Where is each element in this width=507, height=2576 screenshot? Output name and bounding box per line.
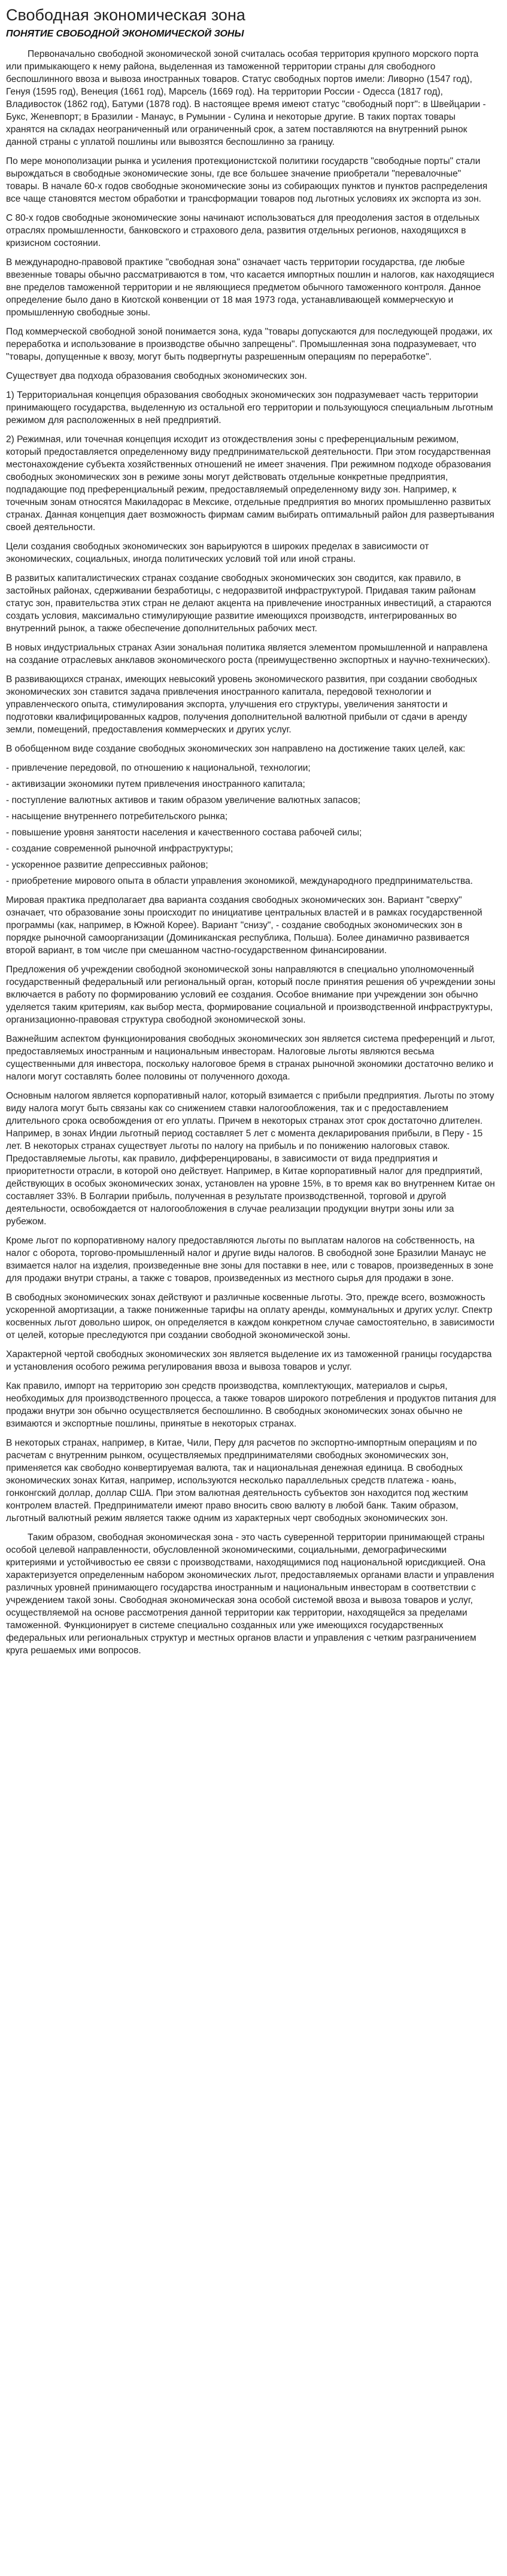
- paragraph: Первоначально свободной экономической зоной считалась особая территория крупного морского порта или примыкающего к нему района, выделенная из таможенной территории страны для свободного беспошлинного ввоза и вывоза иностранных товаров. Статус свободных портов имели: Ливорно (1547 год), Генуя (1595 год), Венеция (1661 год), Марсель (1669 год). На территории России - Одесса (1817 год), Владивосток (1862 год), Батуми (1878 год). В настоящее время имеют статус "свободный порт": в Швейцарии - Букс, Женевпорт; в Бразилии - Манаус, в Румынии - Сулина и некоторые другие. В таких портах товары хранятся на складах неограниченный или ограниченный срок, а затем поставляются на внутренний рынок данной страны с уплатой пошлины или вывозятся беспошлинно за границу.: [6, 49, 486, 147]
- paragraph: Таким образом, свободная экономическая зона - это часть суверенной территории принимающей страны особой целевой направленности, обусловленной экономическими, социальными, демографическими критериями и устойчивостью ее связи с производствами, находящимися под национальной юрисдикцией. Она характеризуется определенным набором экономических льгот, предоставляемых органами власти и управления различных уровней принимающего государства иностранным и национальным инвесторам в соответствии с учреждением такой зоны. Свободная экономическая зона особой системой ввоза и вывоза товаров и услуг, осуществляемой на основе рассмотрения данной территории как территории, находящейся за пределами таможенной. Функционирует в системе специально созданных или уже имеющихся государственных федеральных или региональных структур и местных органов власти и управления с четким разграничением круга решаемых ими вопросов.: [6, 1532, 494, 1656]
- list-item: - активизации экономики путем привлечения иностранного капитала;: [6, 779, 305, 789]
- paragraph: Цели создания свободных экономических зон варьируются в широких пределах в зависимости от экономических, социальных, иногда политических условий той или иной страны.: [6, 542, 429, 564]
- list-item: - создание современной рыночной инфраструктуры;: [6, 844, 233, 854]
- paragraph: Кроме льгот по корпоративному налогу предоставляются льготы по выплатам налогов на собственность, на налог с оборота, торгово-промышленный налог и другие виды налогов. В свободной зоне Бразилии Манаус не взимается налог на изделия, произведенные вне зоны для поставки в нее, или с товаров, произведенных в зоне для продажи внутри страны, а также с товаров, произведенных из местного сырья для продажи в зоне.: [6, 1236, 494, 1284]
- paragraph: В свободных экономических зонах действуют и различные косвенные льготы. Это, прежде всего, возможность ускоренной амортизации, а также пониженные тарифы на оплату аренды, коммунальных и других услуг. Спектр косвенных льгот довольно широк, он определяется в каждом конкретном случае самостоятельно, в зависимости от целей, которые преследуются при создании свободной экономической зоны.: [6, 1292, 495, 1340]
- paragraph: В международно-правовой практике "свободная зона" означает часть территории государства, где любые ввезенные товары обычно рассматриваются в том, что касается импортных пошлин и налогов, как находящиеся вне пределов таможенной территории и не являющиеся предметом обычного таможенного контроля. Данное определение было дано в Киотской конвенции от 18 мая 1973 года, устанавливающей коммерческую и промышленную свободные зоны.: [6, 257, 494, 318]
- paragraph: Мировая практика предполагает два варианта создания свободных экономических зон. Вариант "сверху" означает, что образование зоны происходит по инициативе центральных властей и в рамках государственной программы (как, например, в Южной Корее). Вариант "снизу", - создание свободных экономических зон в порядке рыночной самоорганизации (Доминиканская республика, Польша). Более динамично развивается второй вариант, в том числе при смешанном частно-государственном финансировании.: [6, 895, 482, 956]
- paragraph: Под коммерческой свободной зоной понимается зона, куда "товары допускаются для последующей продажи, их переработка и использование в производстве обычно запрещены". Промышленная зона подразумевает, что "товары, допущенные к ввозу, могут быть подвергнуты разрешенным операциям по переработке".: [6, 327, 493, 362]
- paragraph: Основным налогом является корпоративный налог, который взимается с прибыли предприятия. Льготы по этому виду налога могут быть связаны как со снижением ставки налогообложения, так и с предоставлением длительного срока освобождения от его уплаты. Причем в некоторых странах этот срок достаточно длителен. Например, в зонах Индии льготный период составляет 5 лет с момента декларирования прибыли, в Перу - 15 лет. В некоторых странах существует льготы по налогу на прибыль и по понижению налоговых ставок. Предоставляемые льготы, как правило, дифференцированы, в зависимости от вида предприятия и приоритетности отрасли, в которой оно действует. Например, в Китае корпоративный налог для предприятий, действующих в особых экономических зонах, установлен на уровне 15%, в то время как во внутреннем Китае он составляет 33%. В Болгарии прибыль, полученная в результате производственной, торговой и другой деятельности, освобождается от налогообложения в случае реализации продукции внутри зоны или за рубежом.: [6, 1091, 495, 1227]
- paragraph: В некоторых странах, например, в Китае, Чили, Перу для расчетов по экспортно-импортным операциям и по расчетам с внутренним рынком, осуществляемых предпринимателями свободных экономических зон, применяется как свободно конвертируемая валюта, так и национальная денежная единица. В свободных экономических зонах Китая, например, используются несколько параллельных средств платежа - юань, гонконгский доллар, доллар США. При этом валютная деятельность субъектов зон находится под жестким контролем властей. Предприниматели имеют право вносить свою валюту в любой банк. Таким образом, льготный валютный режим является также одним из характерных черт свободных экономических зон.: [6, 1438, 477, 1523]
- paragraph: В развитых капиталистических странах создание свободных экономических зон сводится, как правило, в застойных районах, сдерживании безработицы, с недоразвитой инфраструктурой. Придавая таким районам статус зон, правительства этих стран не делают акцента на привлечение иностранных инвестиций, а стараются создать условия, максимально стимулирующие развитие имеющихся производств, интегрированных во внутренний рынок, а также обеспечение дополнительных рабочих мест.: [6, 573, 491, 634]
- list-item: - поступление валютных активов и таким образом увеличение валютных запасов;: [6, 795, 361, 805]
- paragraph: По мере монополизации рынка и усиления протекционистской политики государств "свободные порты" стали вырождаться в свободные экономические зоны, где все большее значение приобретали "перевалочные" товары. В начале 60-х годов свободные экономические зоны из собирающих пунктов и пунктов распределения все чаще становятся местом обработки и трансформации товаров под льготных условиях их экспорта из зон.: [6, 156, 488, 204]
- list-item: - приобретение мирового опыта в области управления экономикой, международного предпринимательства.: [6, 876, 473, 886]
- list-item: - насыщение внутреннего потребительского рынка;: [6, 811, 228, 822]
- paragraph: В развивающихся странах, имеющих невысокий уровень экономического развития, при создании свободных экономических зон ставится задача привлечения иностранного капитала, передовой технологии и управленческого опыта, стимулирования экспорта, улучшения его структуры, увеличения занятости и подготовки квалифицированных кадров, получения дополнительной валютной прибыли от сдачи в аренду земли, помещений, предоставления коммерческих и других услуг.: [6, 674, 478, 735]
- section-heading: ПОНЯТИЕ СВОБОДНОЙ ЭКОНОМИЧЕСКОЙ ЗОНЫ: [6, 29, 244, 39]
- paragraph: С 80-х годов свободные экономические зоны начинают использоваться для преодоления застоя в отдельных отраслях промышленности, банковского и страхового дела, развития отдельных регионов, находящихся в кризисном состоянии.: [6, 213, 479, 248]
- paragraph: 1) Территориальная концепция образования свободных экономических зон подразумевает часть территории принимающего государства, выделенную из остальной его территории и пользующуюся специальным льготным режимом для расположенных в ней предприятий.: [6, 390, 493, 425]
- paragraph: Существует два подхода образования свободных экономических зон.: [6, 371, 307, 381]
- paragraph: Характерной чертой свободных экономических зон является выделение их из таможенной границы государства и установления особого режима регулирования ввоза и вывоза товаров и услуг.: [6, 1349, 492, 1372]
- paragraph: В новых индустриальных странах Азии зональная политика является элементом промышленной и направлена на создание отраслевых анклавов экономического роста (преимущественно экспортных и научно-технических).: [6, 643, 490, 665]
- paragraph: Важнейшим аспектом функционирования свободных экономических зон является система преференций и льгот, предоставляемых иностранным и национальным инвесторам. Налоговые льготы являются весьма существенными для инвестора, поскольку налоговое бремя в странах рыночной экономики достаточно велико и налоги могут составлять более половины от полученного дохода.: [6, 1034, 495, 1082]
- paragraph: Предложения об учреждении свободной экономической зоны направляются в специально уполномоченный государственный федеральный или региональный орган, который после принятия решения об учреждении зоны включается в работу по формированию условий ее создания. Особое внимание при учреждении зон обычно уделяется таким критериям, как выбор места, формирование социальной и производственной инфраструктуры, организационно-правовая структура свободной экономической зоны.: [6, 965, 496, 1025]
- paragraph: В обобщенном виде создание свободных экономических зон направлено на достижение таких целей, как:: [6, 744, 466, 754]
- list-item: - ускоренное развитие депрессивных районов;: [6, 860, 208, 870]
- paragraph: 2) Режимная, или точечная концепция исходит из отождествления зоны с преференциальным режимом, который предоставляется определенному виду предпринимательской деятельности. При этом государственная местонахождение субъекта хозяйственных отношений не имеет значения. При режимном подходе образования свободных экономических зон в режиме зоны могут действовать отдельные конкретные предприятия, подпадающие под преференциальный режим, предоставляемый определенному виду зон. Например, к точечным зонам относятся Макиладорас в Мексике, отдельные предприятия во многих промышленно развитых странах. Данная концепция дает возможность фирмам самим выбирать оптимальный район для развертывания своей деятельности.: [6, 434, 494, 533]
- list-item: - привлечение передовой, по отношению к национальной, технологии;: [6, 763, 311, 773]
- list-item: - повышение уровня занятости населения и качественного состава рабочей силы;: [6, 828, 362, 838]
- article-body: [6, 48, 496, 1657]
- page-title: Свободная экономическая зона: [6, 6, 245, 24]
- paragraph: Как правило, импорт на территорию зон средств производства, комплектующих, материалов и сырья, необходимых для производственного процесса, а также товаров широкого потребления и продуктов питания для продажи внутри зон обычно осуществляется беспошлинно. В свободных экономических зонах обычно не взимаются и экспортные пошлины, принятые в некоторых странах.: [6, 1381, 496, 1429]
